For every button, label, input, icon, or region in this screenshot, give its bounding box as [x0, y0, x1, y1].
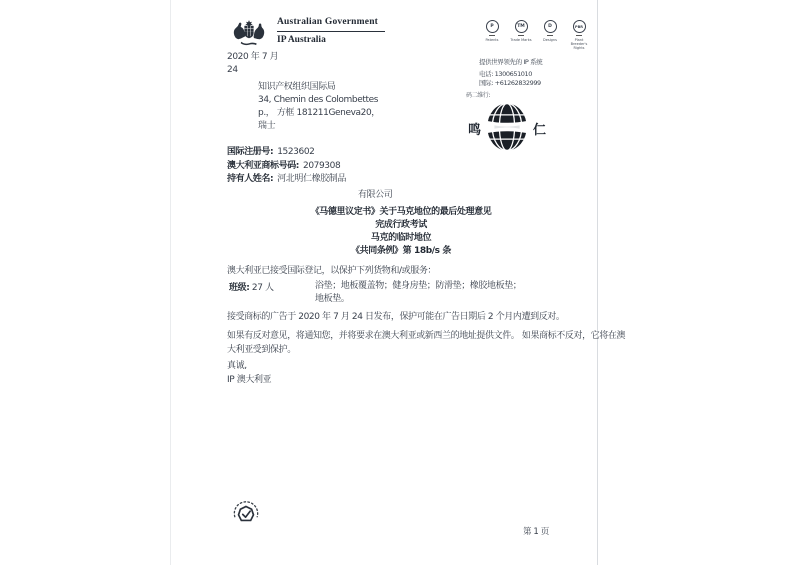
recipient-line-1: 知识产权组织国际局: [258, 82, 336, 92]
trade-marks-icon: TM Trade Marks: [509, 20, 533, 50]
ip-rights-icon-row: [480, 20, 591, 50]
au-trademark-row: [227, 160, 346, 174]
header-divider: [277, 31, 385, 32]
phone-line: 电话: 1300651010: [479, 70, 533, 78]
class-value: 27 人: [251, 283, 274, 293]
tagline: 提供世界领先的 IP 系统: [479, 58, 543, 66]
intl-registration-row: [227, 146, 346, 160]
trademark-globe-logo: [486, 102, 528, 152]
recipient-line-3: p.， 方框 181211Geneva20，: [258, 108, 380, 118]
patents-label: Patents: [485, 38, 499, 42]
recipient-line-4: 瑞士: [258, 121, 276, 131]
intl-registration-label: 国际注册号:: [227, 147, 274, 157]
page-right-edge: [597, 0, 598, 565]
acceptance-sentence: 澳大利亚已接受国际登记，以保护下列货物和/或服务：: [227, 266, 437, 276]
recipient-line-2: 34, Chemin des Colombettes: [258, 95, 379, 105]
trademark-char-right: 仁: [533, 123, 547, 138]
holder-row: [227, 173, 346, 187]
holder-name-line2: 有限公司: [358, 190, 393, 200]
plant-breeders-rights-label: Plant Breeder's Rights: [570, 38, 588, 50]
au-trademark-label: 澳大利亚商标号码:: [227, 160, 299, 171]
contact-block: [479, 58, 542, 88]
goods-line-1: 浴垫；地板覆盖物；健身房垫；防滑垫；橡胶地板垫；: [315, 281, 522, 291]
page-left-edge: [170, 0, 171, 565]
date-line-1: 2020 年 7 月: [227, 52, 279, 62]
opposition-sentence-line1: 如果有反对意见，将通知您，并将要求在澳大利亚或新西兰的地址提供文件。 如果商标不反对，它将在澳: [227, 331, 626, 341]
recipient-address: [258, 81, 380, 133]
advertised-sentence: 接受商标的广告于 2020 年 7 月 24 日发布，保护可能在广告日期后 2 个月内遭到反对。: [227, 312, 565, 322]
international-phone-line: 国际: +61262832999: [479, 79, 541, 87]
letter-date: [227, 51, 278, 77]
australian-coat-of-arms-icon: [229, 11, 269, 49]
trademark-char-left: 鸣: [468, 123, 482, 138]
heading-line-3: 马克的临时地位: [370, 233, 432, 243]
plant-breeders-rights-icon: PBR Plant Breeder's Rights: [567, 20, 591, 50]
patents-icon: P Patents: [480, 20, 504, 50]
heading-line-1: 《马德里议定书》关于马克地位的最后处理意见: [310, 207, 492, 217]
holder-label: 持有人姓名:: [227, 174, 274, 184]
agency-title: IP Australia: [277, 35, 326, 45]
footer-certification-badge-icon: [232, 499, 260, 527]
goods-list: [315, 280, 521, 305]
page-number: 第 1 页: [523, 527, 549, 537]
opposition-sentence-line2: 大利亚受到保护。: [227, 345, 296, 355]
au-trademark-number: 2079308: [303, 160, 341, 171]
registration-details: [227, 146, 346, 187]
holder-name: 河北明仁橡胶制品: [277, 174, 347, 184]
closing-salutation: 真诚,: [227, 361, 247, 371]
signature: IP 澳大利亚: [227, 375, 272, 385]
trademark-caption: 码二维行:: [466, 92, 491, 99]
heading-line-2: 完成行政考试: [375, 220, 427, 230]
letter-heading: [225, 206, 577, 258]
gov-title: Australian Government: [277, 17, 379, 27]
intl-registration-number: 1523602: [277, 147, 315, 157]
trade-marks-label: Trade Marks: [510, 38, 532, 42]
heading-line-4: 《共同条例》第 18b/s 条: [351, 246, 451, 256]
designs-label: Designs: [543, 38, 557, 42]
class-label: 班级:: [229, 283, 250, 293]
date-line-2: 24: [227, 65, 238, 75]
goods-line-2: 地板垫。: [315, 293, 350, 304]
class-row: [229, 280, 274, 293]
designs-icon: D Designs: [538, 20, 562, 50]
